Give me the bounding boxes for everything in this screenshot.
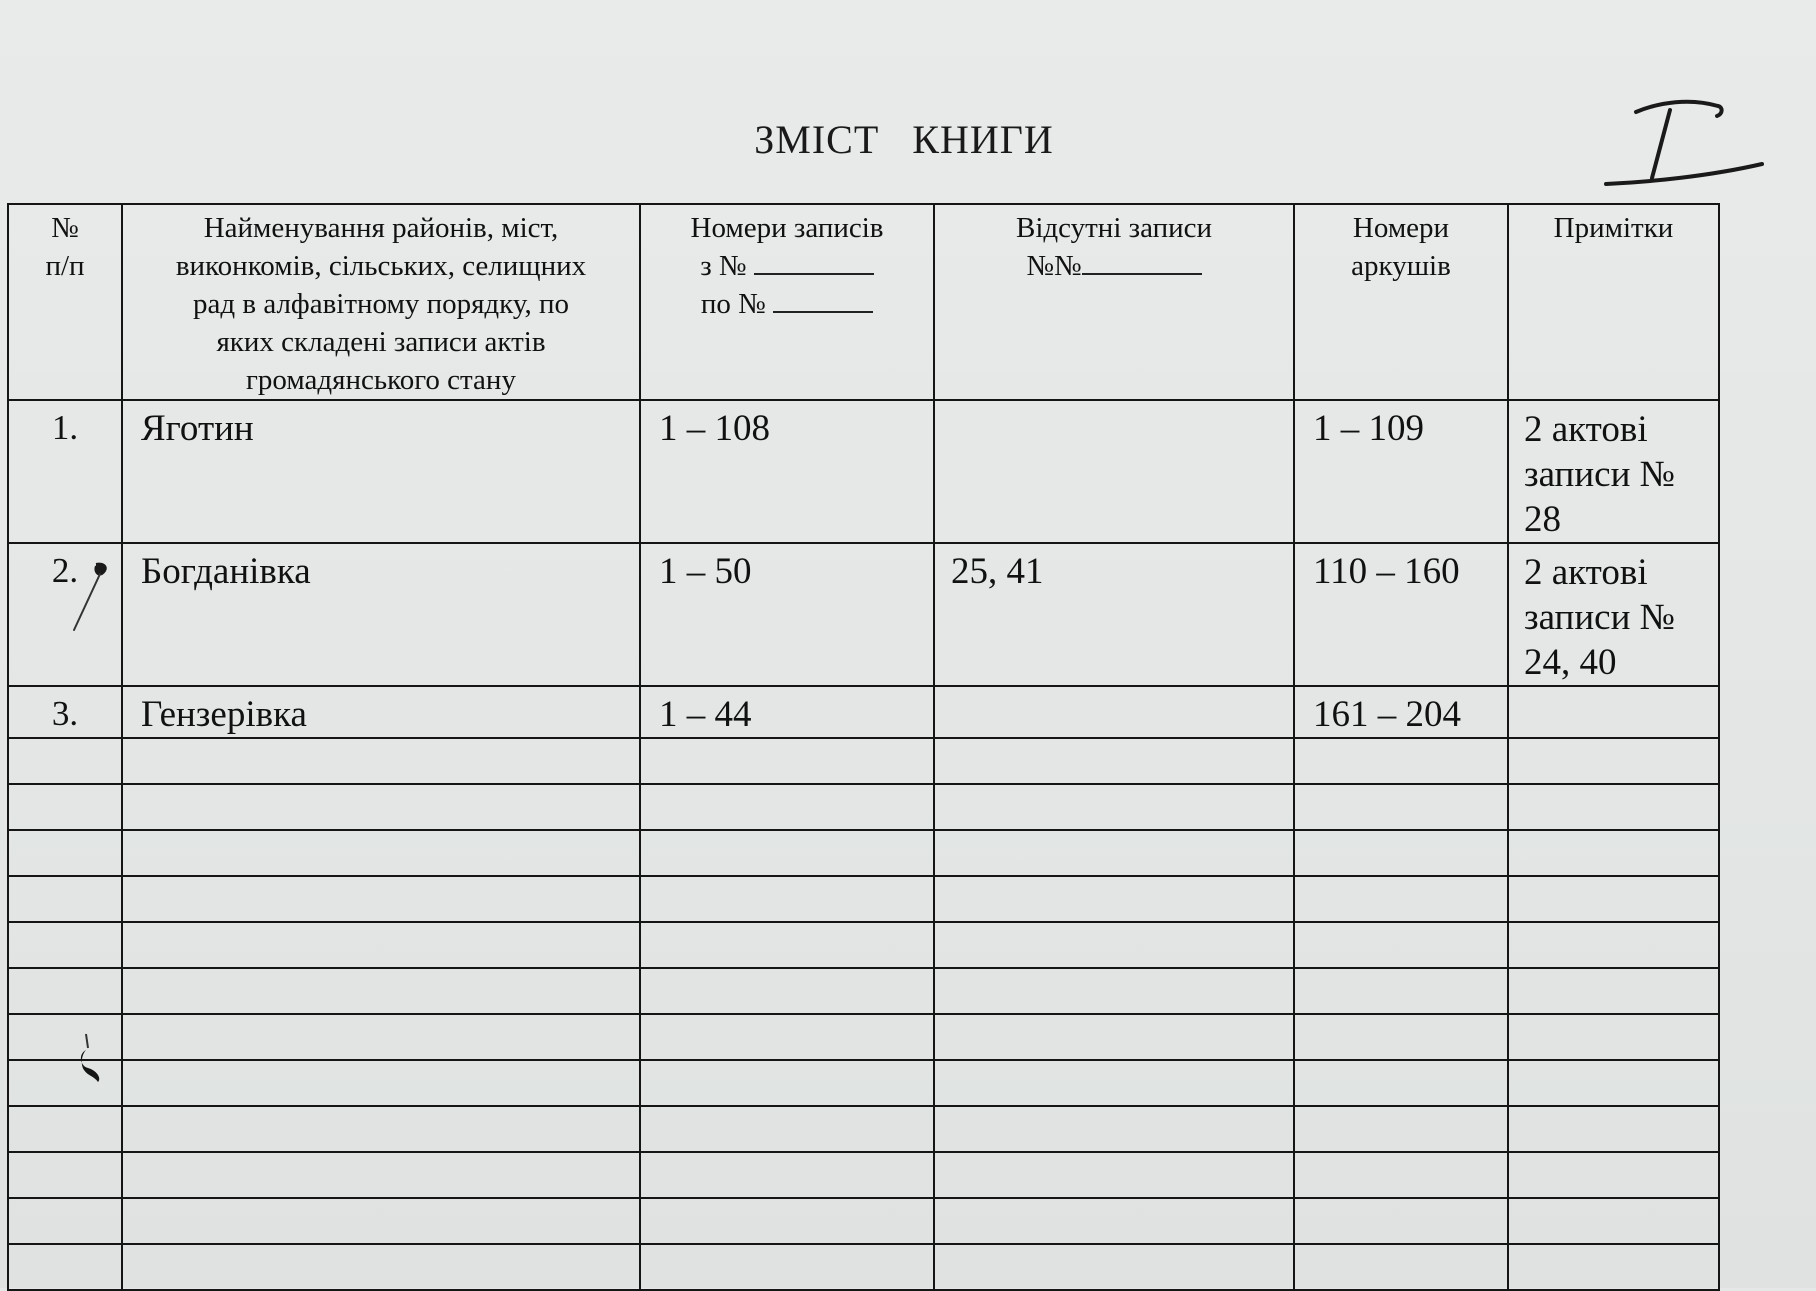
empty-cell <box>1294 1014 1508 1060</box>
row-missing: 25, 41 <box>934 543 1294 686</box>
row-notes-line: записи № <box>1524 597 1675 638</box>
row-name: Гензерівка <box>122 686 640 738</box>
empty-cell <box>934 1106 1294 1152</box>
header-records-title: Номери записів <box>690 212 884 244</box>
empty-table-row <box>8 1244 1719 1290</box>
empty-cell <box>1294 1106 1508 1152</box>
empty-cell <box>934 922 1294 968</box>
empty-cell <box>640 1106 934 1152</box>
table-body <box>8 400 1719 1290</box>
row-notes-line: 24, 40 <box>1524 642 1617 683</box>
empty-cell <box>8 922 122 968</box>
header-name-line: рад в алфавітному порядку, по <box>193 288 569 320</box>
header-missing-sub-line <box>935 247 1293 285</box>
header-missing <box>934 204 1294 400</box>
empty-cell <box>934 784 1294 830</box>
empty-cell <box>640 738 934 784</box>
empty-cell <box>640 876 934 922</box>
row-number: 1. <box>8 400 122 543</box>
empty-cell <box>1294 1244 1508 1290</box>
empty-cell <box>640 1244 934 1290</box>
empty-cell <box>1294 1198 1508 1244</box>
empty-cell <box>8 1244 122 1290</box>
row-missing <box>934 400 1294 543</box>
header-notes <box>1508 204 1719 400</box>
empty-cell <box>1508 1244 1719 1290</box>
empty-table-row <box>8 830 1719 876</box>
header-name-line: яких складені записи актів <box>216 326 546 358</box>
empty-cell <box>1508 1014 1719 1060</box>
header-name-line: виконкомів, сільських, селищних <box>175 250 587 282</box>
empty-table-row <box>8 1106 1719 1152</box>
empty-cell <box>934 1014 1294 1060</box>
empty-table-row <box>8 1060 1719 1106</box>
header-records-from: з № <box>700 250 747 282</box>
row-missing <box>934 686 1294 738</box>
header-records-to: по № <box>700 288 766 320</box>
row-sheets: 110 – 160 <box>1294 543 1508 686</box>
empty-cell <box>1294 738 1508 784</box>
handwritten-volume-mark <box>1600 90 1780 200</box>
empty-cell <box>1508 1060 1719 1106</box>
table-row <box>8 400 1719 543</box>
empty-cell <box>1294 1060 1508 1106</box>
empty-cell <box>122 1244 640 1290</box>
empty-cell <box>934 830 1294 876</box>
empty-cell <box>640 830 934 876</box>
empty-cell <box>1508 968 1719 1014</box>
header-notes-label: Примітки <box>1553 212 1674 244</box>
row-records: 1 – 44 <box>640 686 934 738</box>
empty-cell <box>8 1106 122 1152</box>
row-notes <box>1508 543 1719 686</box>
header-missing-sub: №№ <box>1026 250 1082 282</box>
header-sheets-line2: аркушів <box>1351 250 1451 282</box>
empty-cell <box>1508 1106 1719 1152</box>
row-records: 1 – 50 <box>640 543 934 686</box>
empty-cell <box>8 1152 122 1198</box>
header-name-line: громадянського стану <box>246 364 516 396</box>
header-records-from-line <box>641 247 933 285</box>
empty-cell <box>934 738 1294 784</box>
empty-cell <box>8 876 122 922</box>
empty-table-row <box>8 968 1719 1014</box>
empty-cell <box>122 784 640 830</box>
empty-cell <box>1508 784 1719 830</box>
row-name: Богданівка <box>122 543 640 686</box>
empty-cell <box>8 784 122 830</box>
empty-cell <box>934 1060 1294 1106</box>
row-name: Яготин <box>122 400 640 543</box>
empty-cell <box>122 1106 640 1152</box>
empty-cell <box>1294 922 1508 968</box>
empty-table-row <box>8 1198 1719 1244</box>
row-notes-line: записи № <box>1524 454 1675 495</box>
empty-cell <box>1508 1198 1719 1244</box>
empty-cell <box>1294 784 1508 830</box>
empty-table-row <box>8 922 1719 968</box>
empty-cell <box>8 830 122 876</box>
empty-table-row <box>8 738 1719 784</box>
header-num-abbr: п/п <box>45 250 85 282</box>
empty-cell <box>122 1152 640 1198</box>
empty-cell <box>934 876 1294 922</box>
row-notes <box>1508 686 1719 738</box>
empty-cell <box>640 922 934 968</box>
row-records: 1 – 108 <box>640 400 934 543</box>
header-name-line: Найменування районів, міст, <box>203 212 559 244</box>
empty-cell <box>122 1014 640 1060</box>
empty-cell <box>640 1152 934 1198</box>
handwritten-ink-blot <box>72 1028 112 1088</box>
empty-table-row <box>8 876 1719 922</box>
handwritten-tick-mark <box>66 556 116 636</box>
empty-cell <box>1508 876 1719 922</box>
empty-cell <box>122 968 640 1014</box>
empty-cell <box>122 922 640 968</box>
empty-cell <box>1294 830 1508 876</box>
page-title: ЗМІСТ КНИГИ <box>754 117 1054 162</box>
empty-cell <box>640 784 934 830</box>
row-notes <box>1508 400 1719 543</box>
empty-cell <box>122 738 640 784</box>
empty-cell <box>122 1198 640 1244</box>
empty-cell <box>640 1060 934 1106</box>
header-row <box>8 204 1719 400</box>
empty-cell <box>934 1152 1294 1198</box>
empty-cell <box>8 738 122 784</box>
empty-cell <box>640 1014 934 1060</box>
empty-cell <box>122 830 640 876</box>
empty-table-row <box>8 1014 1719 1060</box>
row-notes-line: 28 <box>1524 499 1561 540</box>
empty-cell <box>934 968 1294 1014</box>
row-number: 2. <box>8 543 122 686</box>
row-number: 3. <box>8 686 122 738</box>
header-num-symbol: № <box>51 212 79 244</box>
contents-table <box>7 203 1720 1291</box>
header-missing-title: Відсутні записи <box>1015 212 1213 244</box>
empty-cell <box>122 876 640 922</box>
row-sheets: 1 – 109 <box>1294 400 1508 543</box>
header-name <box>122 204 640 400</box>
table-row <box>8 543 1719 686</box>
header-records <box>640 204 934 400</box>
header-records-to-line <box>641 285 933 323</box>
empty-cell <box>934 1198 1294 1244</box>
empty-table-row <box>8 1152 1719 1198</box>
empty-cell <box>1294 1152 1508 1198</box>
empty-cell <box>1294 968 1508 1014</box>
empty-cell <box>8 1198 122 1244</box>
empty-cell <box>122 1060 640 1106</box>
empty-cell <box>934 1244 1294 1290</box>
empty-cell <box>1508 738 1719 784</box>
empty-cell <box>640 968 934 1014</box>
empty-cell <box>1508 830 1719 876</box>
empty-cell <box>1508 1152 1719 1198</box>
empty-cell <box>1294 876 1508 922</box>
empty-cell <box>8 968 122 1014</box>
header-sheets <box>1294 204 1508 400</box>
empty-cell <box>1508 922 1719 968</box>
empty-cell <box>640 1198 934 1244</box>
row-sheets: 161 – 204 <box>1294 686 1508 738</box>
table-row <box>8 686 1719 738</box>
row-notes-line: 2 актові <box>1524 409 1648 450</box>
empty-table-row <box>8 784 1719 830</box>
header-sheets-line1: Номери <box>1352 212 1450 244</box>
header-num <box>8 204 122 400</box>
row-notes-line: 2 актові <box>1524 552 1648 593</box>
